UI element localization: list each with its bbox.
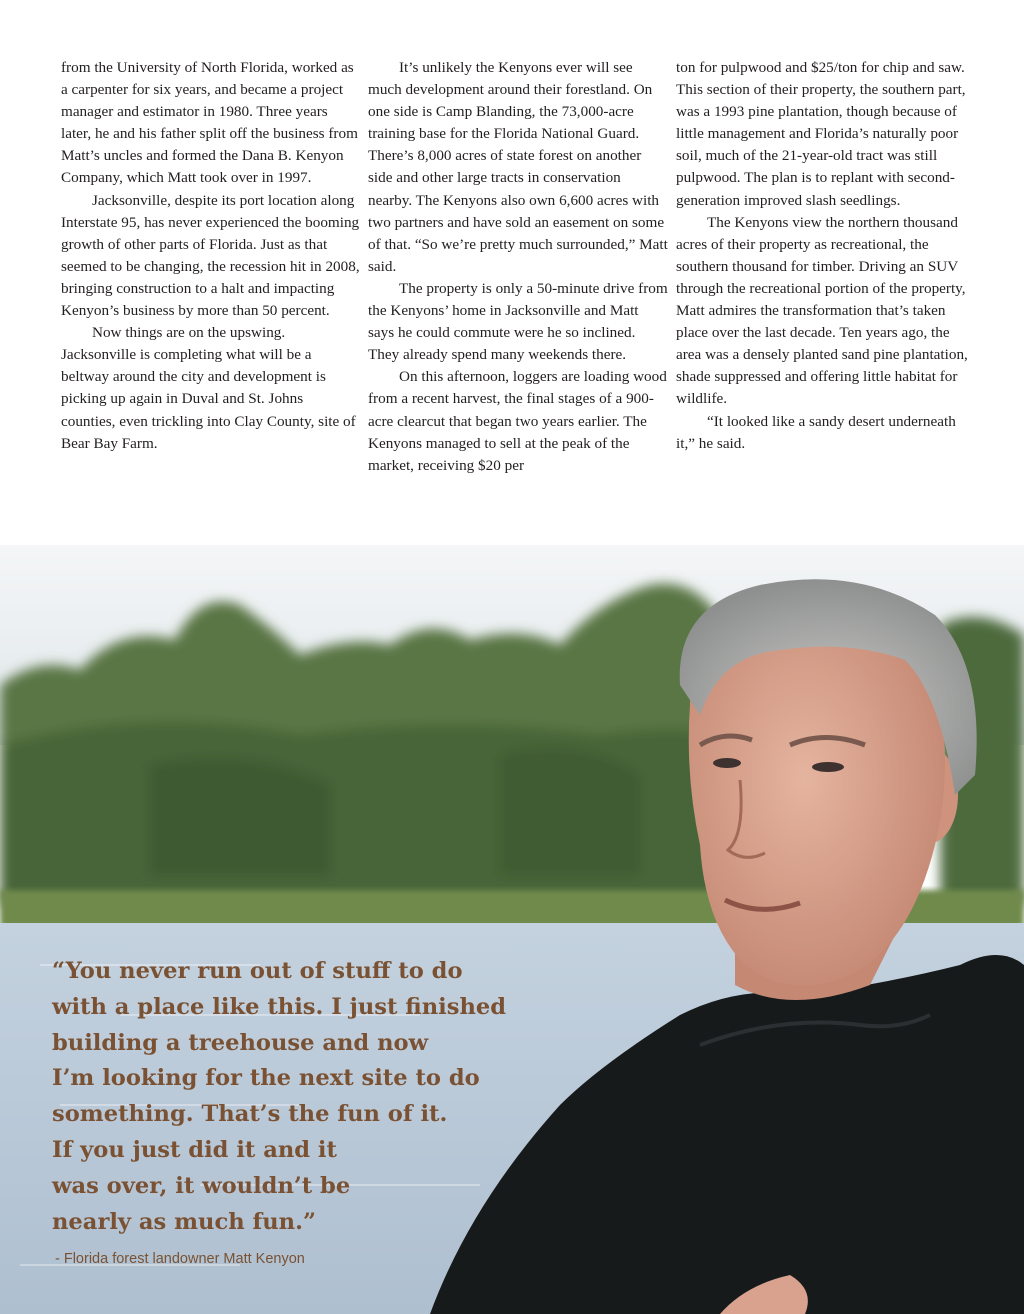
article-paragraph: It’s unlikely the Kenyons ever will see much development around their forestland. On one side is Camp Blanding, the 73,000-acre training base for the Florida National Guard. There’s 8,000 acres of state forest on another side and other large tracts in conservation nearby. The Kenyons also own 6,600 acres with two partners and have sold an easement on some of that. “So we’re pretty much surrounded,” Matt said. (368, 59, 668, 275)
pull-quote-line: nearly as much fun.” (52, 1208, 316, 1235)
pull-quote-line: “You never run out of stuff to do (52, 958, 463, 984)
article-paragraph: On this afternoon, loggers are loading wood from a recent harvest, the final stages of a 900-acre clearcut that began two years earlier. The Kenyons managed to sell at the peak of the market, receiving $20 per (368, 368, 667, 474)
pull-quote-line: something. That’s the fun of it. (52, 1101, 448, 1128)
article-columns (61, 57, 966, 502)
pull-quote (52, 954, 552, 1240)
article-paragraph: “It looked like a sandy desert underneath it,” he said. (676, 412, 956, 452)
article-paragraph: The property is only a 50-minute drive from the Kenyons’ home in Jacksonville and Matt says he could commute were he so inclined. They already spend many weekends there. (368, 279, 668, 364)
article-paragraph: from the University of North Florida, worked as a carpenter for six years, and became a project manager and estimator in 1980. Three years later, he and his father split off the business from Matt’s uncles and formed the Dana B. Kenyon Company, which Matt took over in 1997. (61, 59, 358, 187)
article-paragraph: Now things are on the upswing. Jacksonville is completing what will be a beltway around the city and development is picking up again in Duval and St. Johns counties, even trickling into Clay County, site of Bear Bay Farm. (61, 324, 356, 452)
pull-quote-line: with a place like this. I just finished (52, 993, 507, 1020)
article-column-3 (676, 57, 976, 455)
pull-quote-line: was over, it wouldn’t be (52, 1172, 351, 1199)
pull-quote-line: building a treehouse and now (52, 1029, 429, 1056)
article-paragraph: ton for pulpwood and $25/ton for chip and saw. This section of their property, the southern part, was a 1993 pine plantation, though because of little management and Florida’s naturally poor soil, much of the 21-year-old tract was still pulpwood. The plan is to replant with second-generation improved slash seedlings. (676, 59, 966, 209)
article-paragraph: Jacksonville, despite its port location along Interstate 95, has never experienced the booming growth of other parts of Florida. Just as that seemed to be changing, the recession hit in 2008, bringing construction to a halt and impacting Kenyon’s business by more than 50 percent. (61, 191, 360, 320)
article-column-1 (61, 57, 361, 455)
quote-attribution: - Florida forest landowner Matt Kenyon (55, 1251, 305, 1267)
article-column-2 (368, 57, 668, 477)
pull-quote-line: I’m looking for the next site to do (52, 1065, 480, 1092)
article-paragraph: The Kenyons view the northern thousand acres of their property as recreational, the southern thousand for timber. Driving an SUV through the recreational portion of the property, Matt admires the transformation that’s taken place over the last decade. Ten years ago, the area was a densely planted sand pine plantation, shade suppressed and offering little habitat for wildlife. (676, 213, 968, 408)
pull-quote-line: If you just did it and it (52, 1136, 337, 1163)
